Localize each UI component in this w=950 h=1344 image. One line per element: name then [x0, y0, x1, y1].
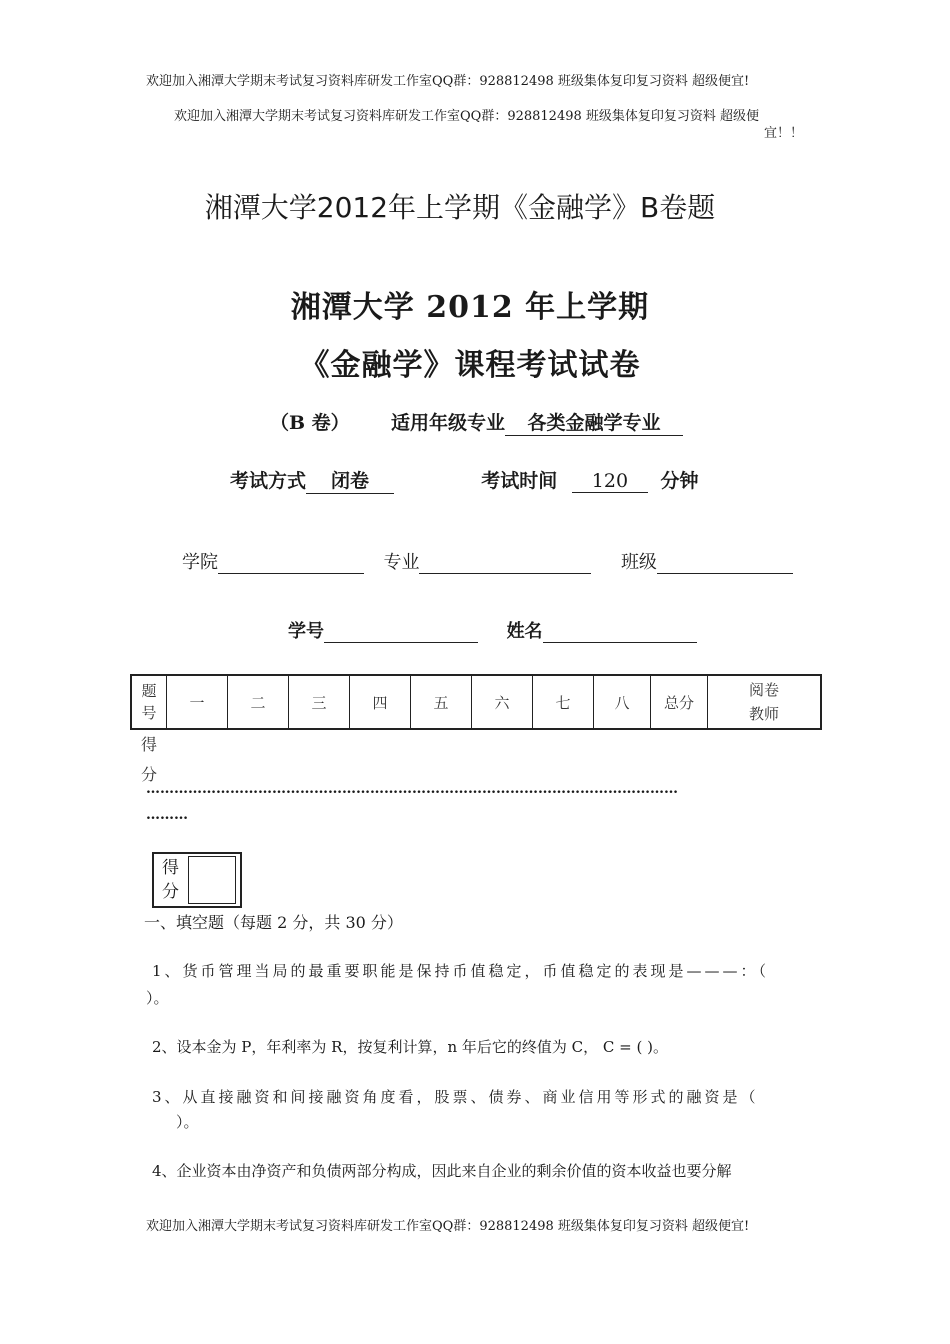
exam-method-line — [230, 466, 699, 494]
dotted-separator-tail: ……… — [146, 807, 188, 823]
score-table-grader-col: 阅卷 教师 — [708, 675, 822, 729]
method-value: 闭卷 — [306, 466, 394, 494]
student-fields-row-2 — [288, 617, 697, 643]
major-value: 各类金融学专业 — [505, 408, 683, 436]
dotted-separator: …………………………………………………………………………………………………… — [146, 781, 678, 797]
time-value: 120 — [572, 470, 648, 493]
time-unit: 分钟 — [660, 470, 699, 492]
time-label: 考试时间 — [481, 470, 558, 492]
college-field[interactable] — [218, 555, 364, 574]
class-label: 班级 — [620, 552, 657, 573]
section-score-field[interactable] — [188, 856, 236, 904]
question-4: 4、企业资本由净资产和负债两部分构成，因此来自企业的剩余价值的资本收益也要分解 — [152, 1162, 732, 1180]
college-label: 学院 — [182, 552, 218, 573]
major-field-label: 专业 — [383, 552, 420, 573]
major-field[interactable] — [419, 555, 591, 574]
score-table-header-row — [131, 675, 821, 729]
score-table-col: 一 — [167, 675, 228, 729]
exam-title-line-1: 湘潭大学 2012 年上学期 — [290, 290, 650, 325]
question-3-line-1: 3、从直接融资和间接融资角度看，股票、债券、商业信用等形式的融资是（ — [152, 1088, 759, 1106]
question-1-line-1: 1、货币管理当局的最重要职能是保持币值稳定，币值稳定的表现是———：（ — [152, 962, 770, 980]
name-label: 姓名 — [506, 621, 543, 642]
name-field[interactable] — [543, 624, 697, 643]
question-2: 2、设本金为 P，年利率为 R，按复利计算，n 年后它的终值为 C， C = ( )。 — [152, 1038, 668, 1056]
score-table-col: 五 — [411, 675, 472, 729]
student-id-field[interactable] — [324, 624, 478, 643]
class-field[interactable] — [657, 555, 793, 574]
score-table-question-no-header: 题 号 — [131, 675, 167, 729]
question-1-line-2: ）。 — [146, 989, 169, 1007]
question-3-line-2: ）。 — [176, 1113, 199, 1131]
header-promo-line-2: 欢迎加入湘潭大学期末考试复习资料库研发工作室QQ群：928812498 班级集体复印复习资料 超级便 — [174, 109, 760, 124]
method-label: 考试方式 — [230, 470, 307, 492]
exam-info-line — [270, 408, 683, 436]
score-table-total-col: 总分 — [651, 675, 708, 729]
header-promo-line-1: 欢迎加入湘潭大学期末考试复习资料库研发工作室QQ群：928812498 班级集体复印复习资料 超级便宜! — [146, 74, 750, 89]
score-table-col: 三 — [289, 675, 350, 729]
score-row-label: 得 分 — [141, 735, 158, 784]
exam-title-line-2: 《金融学》课程考试试卷 — [299, 348, 641, 383]
score-table-col: 六 — [472, 675, 533, 729]
section-score-box — [152, 852, 242, 908]
score-table — [130, 674, 822, 730]
section-score-label: 得 分 — [162, 858, 179, 902]
major-label: 适用年级专业 — [390, 412, 505, 434]
paper-type: （B 卷） — [270, 412, 350, 434]
score-table-col: 四 — [350, 675, 411, 729]
footer-promo-line: 欢迎加入湘潭大学期末考试复习资料库研发工作室QQ群：928812498 班级集体复印复习资料 超级便宜! — [146, 1219, 750, 1234]
score-table-col: 二 — [228, 675, 289, 729]
score-table-col: 七 — [533, 675, 594, 729]
score-table-col: 八 — [594, 675, 651, 729]
header-promo-line-2-tail: 宜！！ — [764, 126, 804, 141]
document-title: 湘潭大学2012年上学期《金融学》B卷题 — [204, 191, 716, 224]
section-1-title: 一、填空题（每题 2 分，共 30 分） — [144, 913, 403, 932]
student-fields-row-1 — [182, 548, 793, 574]
student-id-label: 学号 — [288, 621, 324, 642]
